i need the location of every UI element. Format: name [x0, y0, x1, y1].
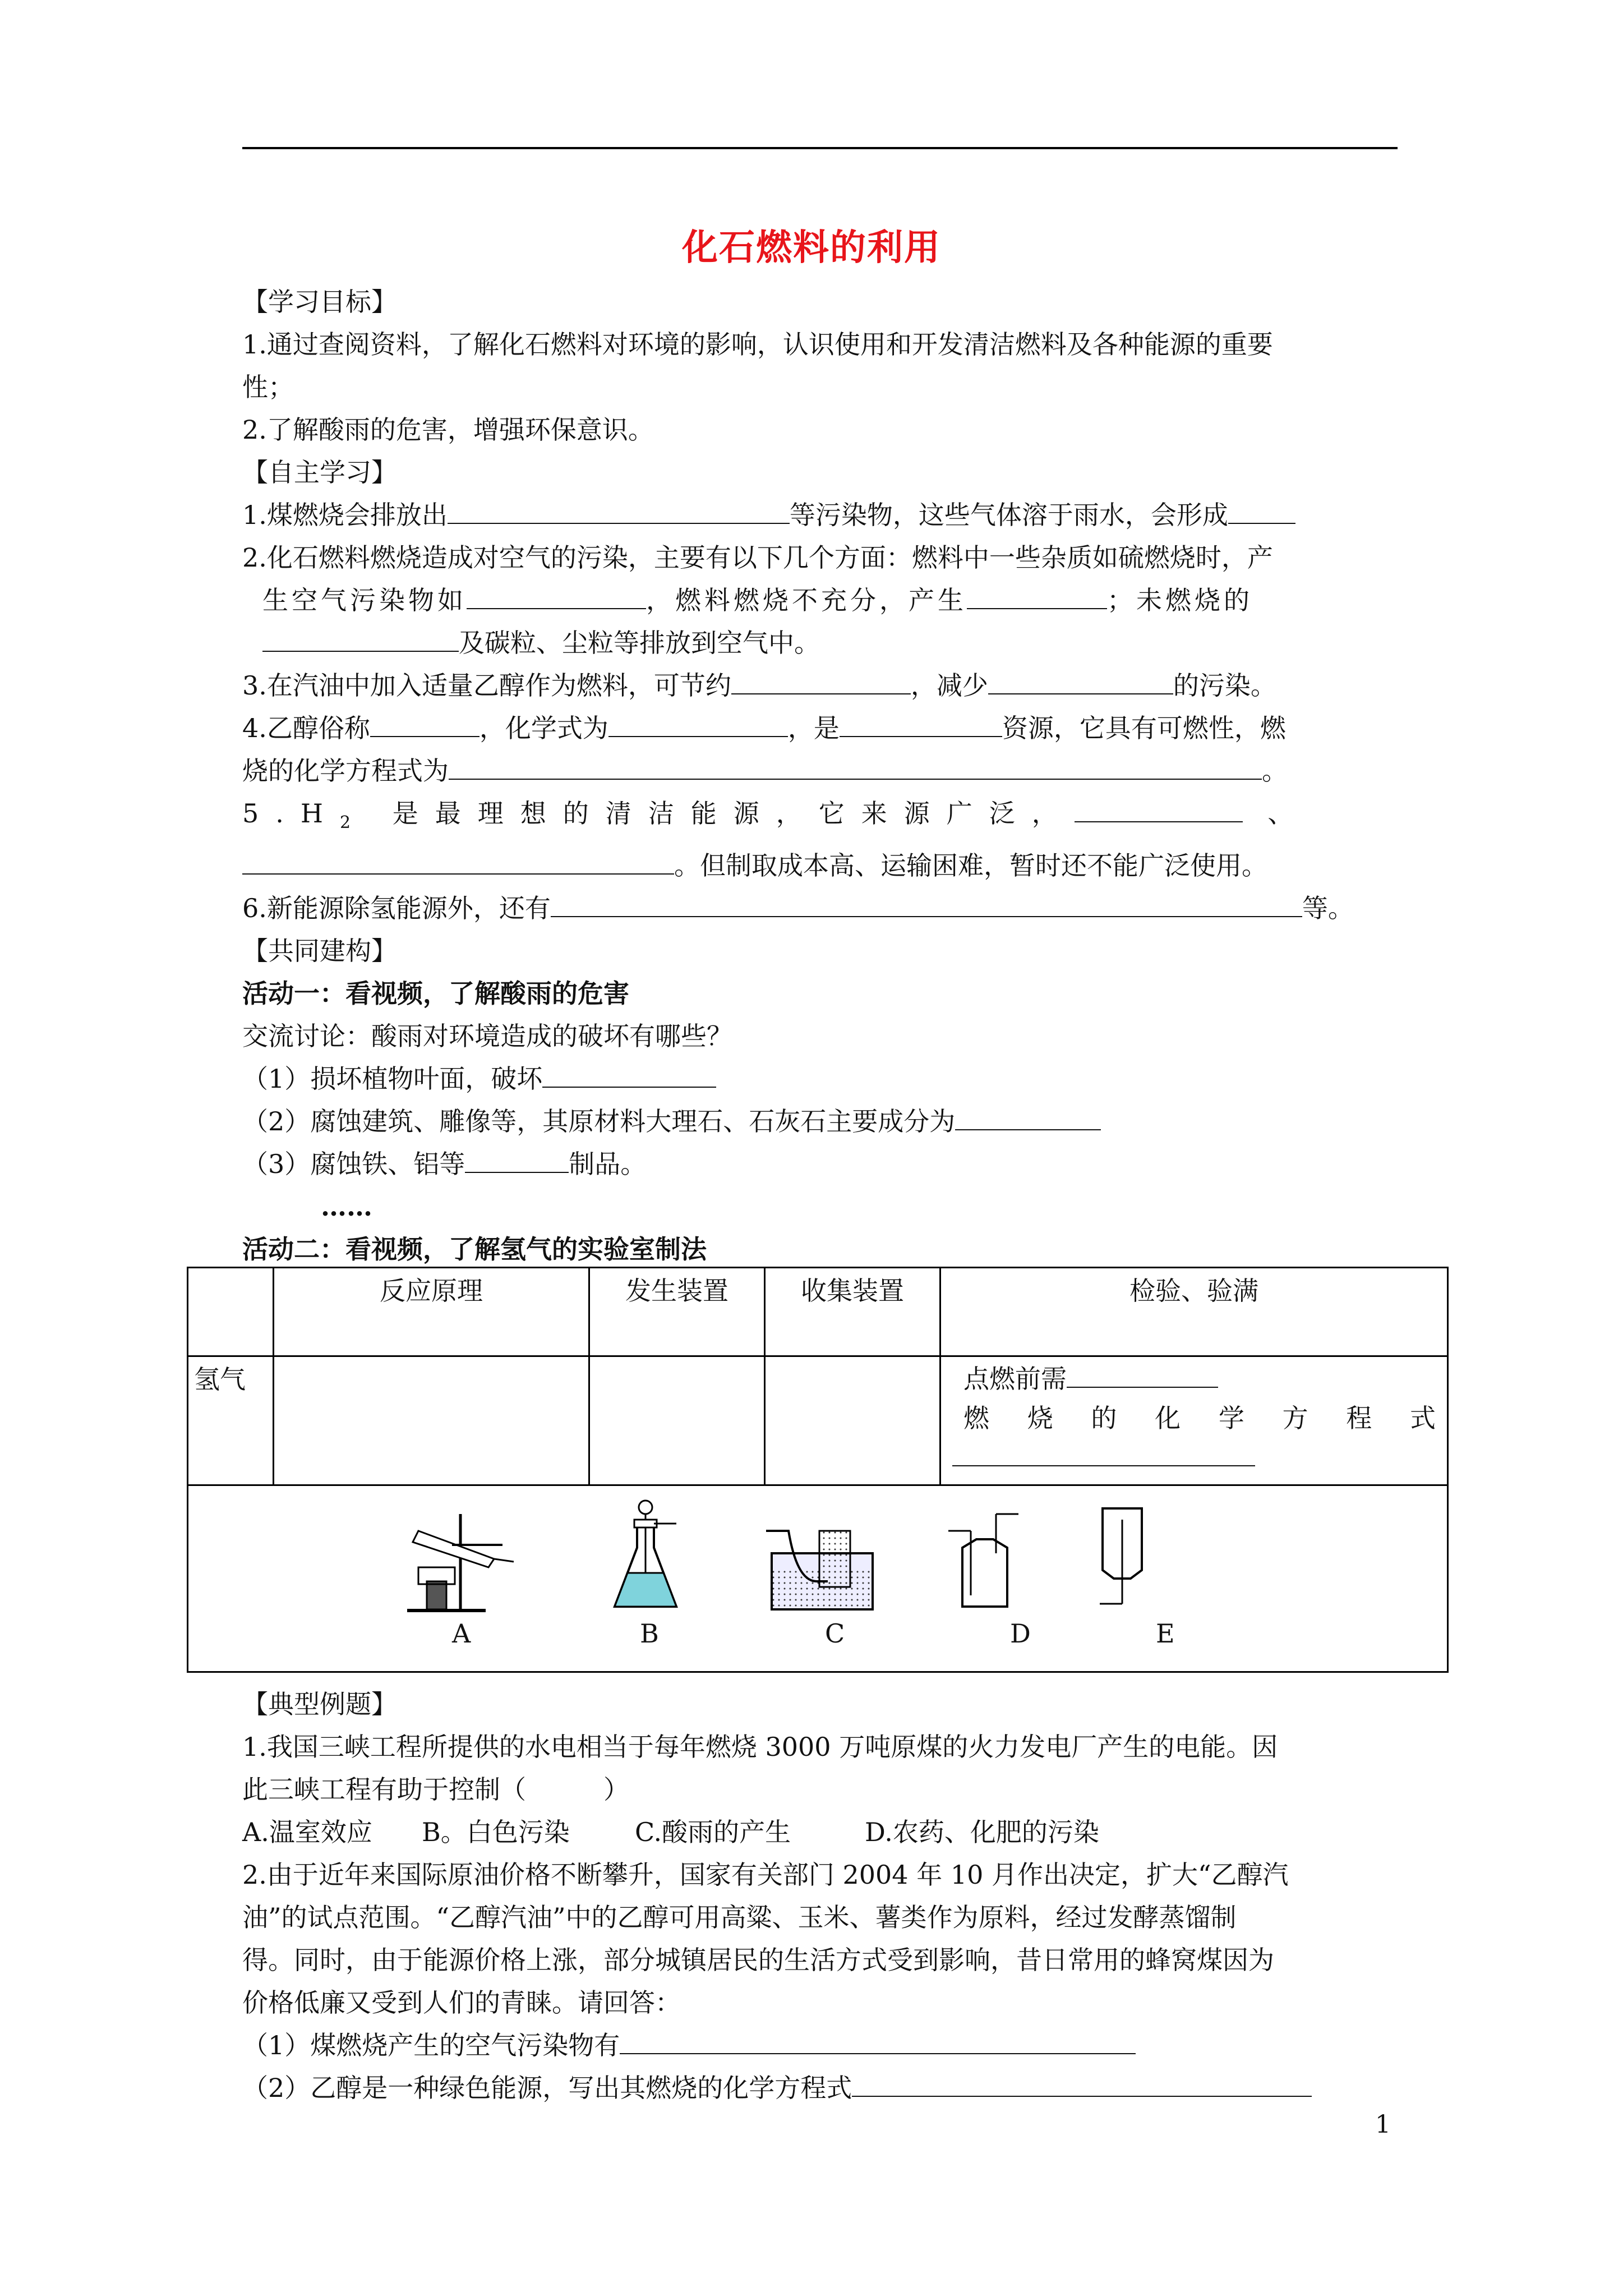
- section-examples: 【典型例题】: [242, 1689, 397, 1719]
- activity-1-ellipsis: ……: [321, 1191, 372, 1222]
- test-line-2: 燃烧的化学方程式: [963, 1403, 1436, 1433]
- apparatus-e-inverted-bottle-icon: [1080, 1497, 1159, 1615]
- section-self-study: 【自主学习】: [242, 457, 397, 487]
- blank[interactable]: [955, 1107, 1101, 1130]
- blank[interactable]: [840, 714, 1002, 737]
- self-q2-line-2: 生空气污染物如 ，燃料燃烧不充分，产生 ；未燃烧的: [262, 585, 1253, 615]
- self-q6: 6.新能源除氢能源外，还有 等。: [242, 893, 1354, 924]
- option-b[interactable]: B。白色污染: [422, 1817, 570, 1847]
- apparatus-row: [188, 1485, 1448, 1672]
- apparatus-label-b: B: [640, 1618, 659, 1649]
- goal-1-line-2: 性；: [242, 372, 294, 402]
- option-c[interactable]: C.酸雨的产生: [635, 1817, 791, 1847]
- goal-1-line-1: 1.通过查阅资料，了解化石燃料对环境的影响，认识使用和开发清洁燃料及各种能源的重要: [242, 329, 1273, 360]
- example-2-line-4: 价格低廉又受到人们的青睐。请回答：: [242, 1987, 681, 2018]
- blank[interactable]: [262, 628, 459, 652]
- apparatus-label-a: A: [452, 1618, 471, 1649]
- table-header-row: [188, 1268, 1448, 1356]
- self-q2-line-3: 及碳粒、尘粒等排放到空气中。: [242, 622, 1394, 664]
- activity-1-discussion: 交流讨论：酸雨对环境造成的破坏有哪些？: [242, 1021, 732, 1052]
- blank[interactable]: [731, 671, 911, 694]
- example-1-line-2: 此三峡工程有助于控制（ ）: [242, 1774, 629, 1805]
- apparatus-label-d: D: [1010, 1618, 1031, 1649]
- blank[interactable]: [620, 2031, 1136, 2054]
- blank[interactable]: [242, 851, 674, 875]
- activity-1-item-3: （3）腐蚀铁、铝等 制品。: [242, 1149, 647, 1180]
- apparatus-d-gas-bottle-icon: [946, 1497, 1024, 1615]
- test-line-1: 点燃前需: [963, 1359, 1441, 1398]
- blank[interactable]: [449, 756, 1262, 780]
- apparatus-label-c: C: [825, 1618, 845, 1649]
- self-q4-line-1: 4.乙醇俗称 ，化学式为 ，是 资源，它具有可燃性，燃: [242, 713, 1286, 743]
- blank[interactable]: [967, 586, 1107, 609]
- blank[interactable]: [551, 894, 1302, 917]
- self-q5-line-1: $5.H_2$ 是最理想的清洁能源，它来源广泛， 、: [242, 798, 1311, 833]
- generator-cell[interactable]: [589, 1356, 765, 1485]
- activity-1-title: 活动一：看视频，了解酸雨的危害: [242, 978, 629, 1009]
- example-1-line-1: 1.我国三峡工程所提供的水电相当于每年燃烧 3000 万吨原煤的火力发电厂产生的电能。因: [242, 1732, 1278, 1762]
- example-2-line-3: 得。同时，由于能源价格上涨，部分城镇居民的生活方式受到影响，昔日常用的蜂窝煤因为: [242, 1945, 1274, 1975]
- option-a[interactable]: A.温室效应: [242, 1817, 372, 1847]
- blank[interactable]: [1228, 500, 1295, 524]
- self-q3: 3.在汽油中加入适量乙醇作为燃料，可节约 ，减少 的污染。: [242, 670, 1276, 701]
- blank[interactable]: [465, 1149, 569, 1173]
- table-header-test: 检验、验满: [940, 1268, 1448, 1356]
- section-construct: 【共同建构】: [242, 936, 397, 967]
- table-row-hydrogen: [188, 1356, 1448, 1485]
- apparatus-c-water-trough-icon: [766, 1497, 878, 1615]
- table-header-collector: 收集装置: [765, 1268, 940, 1356]
- table-corner-cell: [188, 1268, 274, 1356]
- option-d[interactable]: D.农药、化肥的污染: [865, 1817, 1099, 1847]
- table-header-reaction: 反应原理: [274, 1268, 589, 1356]
- activity-1-item-2: （2）腐蚀建筑、雕像等，其原材料大理石、石灰石主要成分为: [242, 1100, 1394, 1143]
- blank[interactable]: [448, 500, 790, 524]
- apparatus-b-flask-icon: [606, 1497, 685, 1615]
- blank[interactable]: [370, 714, 479, 737]
- activity-1-item-1: （1）损坏植物叶面，破坏: [242, 1057, 1394, 1100]
- blank[interactable]: [952, 1443, 1255, 1466]
- self-q1: 1.煤燃烧会排放出 等污染物，这些气体溶于雨水，会形成: [242, 494, 1394, 536]
- example-1-options: [242, 1811, 1394, 1853]
- blank[interactable]: [542, 1064, 716, 1088]
- apparatus-label-e: E: [1156, 1618, 1175, 1649]
- example-2-sub-2: （2）乙醇是一种绿色能源，写出其燃烧的化学方程式: [242, 2067, 1394, 2109]
- self-q4-line-2: 烧的化学方程式为 。: [242, 756, 1288, 786]
- self-q2-line-1: 2.化石燃料燃烧造成对空气的污染，主要有以下几个方面：燃料中一些杂质如硫燃烧时，产: [242, 542, 1273, 573]
- blank[interactable]: [467, 586, 646, 609]
- header-rule: [242, 147, 1398, 149]
- blank[interactable]: [852, 2073, 1312, 2097]
- test-line-3: [963, 1438, 1441, 1477]
- hydrogen-lab-table: [187, 1267, 1449, 1673]
- example-2-sub-1: （1）煤燃烧产生的空气污染物有: [242, 2024, 1394, 2067]
- table-header-generator: 发生装置: [589, 1268, 765, 1356]
- section-goals: 【学习目标】: [242, 287, 397, 317]
- test-cell: [940, 1356, 1448, 1485]
- blank[interactable]: [1067, 1364, 1218, 1388]
- activity-2-title: 活动二：看视频，了解氢气的实验室制法: [242, 1234, 707, 1265]
- apparatus-cell: [188, 1485, 1448, 1672]
- blank[interactable]: [1075, 799, 1243, 822]
- page-title: 化石燃料的利用: [682, 227, 941, 269]
- reaction-cell[interactable]: [274, 1356, 589, 1485]
- goal-2: 2.了解酸雨的危害，增强环保意识。: [242, 415, 654, 445]
- self-q5-line-2: 。但制取成本高、运输困难，暂时还不能广泛使用。: [242, 844, 1394, 887]
- blank[interactable]: [988, 671, 1173, 694]
- examples-body: [242, 1683, 1394, 2109]
- example-2-line-1: 2.由于近年来国际原油价格不断攀升，国家有关部门 2004 年 10 月作出决定，扩大“乙醇汽: [242, 1860, 1289, 1890]
- blank[interactable]: [608, 714, 788, 737]
- page-number: 1: [1375, 2110, 1391, 2139]
- apparatus-a-heating-icon: [396, 1497, 525, 1615]
- example-2-line-2: 油”的试点范围。“乙醇汽油”中的乙醇可用高粱、玉米、薯类作为原料，经过发酵蒸馏制: [242, 1902, 1237, 1932]
- apparatus-figures: [188, 1486, 1447, 1671]
- content-body: [242, 280, 1394, 1271]
- collector-cell[interactable]: [765, 1356, 940, 1485]
- table-row-label: 氢气: [188, 1356, 274, 1485]
